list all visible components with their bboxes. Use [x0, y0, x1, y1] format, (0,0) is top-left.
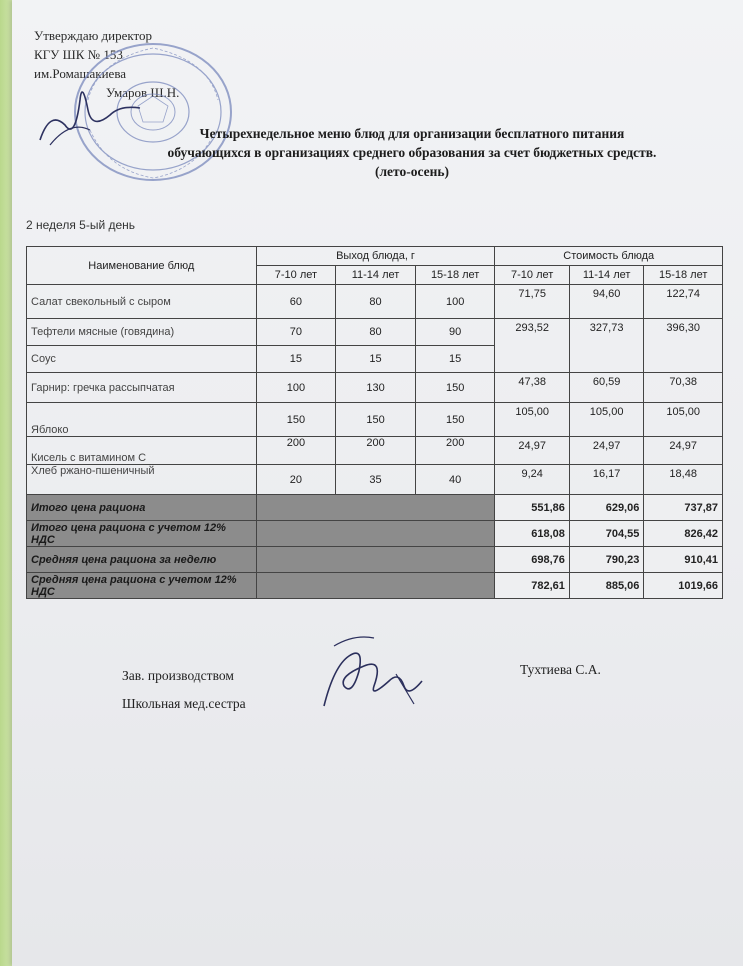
dish-name: Хлеб ржано-пшеничный	[27, 465, 257, 495]
header-age: 11-14 лет	[569, 266, 643, 285]
document-heading	[112, 124, 712, 181]
total-value: 618,08	[495, 521, 569, 547]
cost-cell: 327,73	[569, 319, 643, 373]
dish-name: Тефтели мясные (говядина)	[27, 319, 257, 346]
header-age: 7-10 лет	[256, 266, 336, 285]
output-cell: 150	[415, 373, 495, 403]
total-row	[27, 547, 723, 573]
output-cell: 15	[336, 346, 416, 373]
output-cell: 200	[415, 437, 495, 465]
menu-table	[26, 246, 723, 599]
header-dish: Наименование блюд	[27, 247, 257, 285]
cost-cell: 60,59	[569, 373, 643, 403]
total-label: Итого цена рациона	[27, 495, 257, 521]
total-spacer	[256, 521, 495, 547]
cost-cell: 24,97	[495, 437, 569, 465]
table-row	[27, 285, 723, 319]
cost-cell: 105,00	[495, 403, 569, 437]
total-value: 551,86	[495, 495, 569, 521]
output-cell: 150	[336, 403, 416, 437]
dish-name: Соус	[27, 346, 257, 373]
heading-line-3: (лето-осень)	[374, 164, 450, 179]
cost-cell: 396,30	[644, 319, 723, 373]
table-row	[27, 403, 723, 437]
total-row	[27, 573, 723, 599]
output-cell: 40	[415, 465, 495, 495]
nurse-label: Школьная мед.сестра	[122, 696, 246, 711]
output-cell: 35	[336, 465, 416, 495]
cost-cell: 24,97	[644, 437, 723, 465]
cost-cell: 70,38	[644, 373, 723, 403]
cost-cell: 16,17	[569, 465, 643, 495]
output-cell: 70	[256, 319, 336, 346]
total-value: 790,23	[569, 547, 643, 573]
cost-cell: 105,00	[644, 403, 723, 437]
total-value: 782,61	[495, 573, 569, 599]
dish-name: Салат свекольный с сыром	[27, 285, 257, 319]
total-value: 910,41	[644, 547, 723, 573]
total-value: 704,55	[569, 521, 643, 547]
header-age: 15-18 лет	[415, 266, 495, 285]
total-spacer	[256, 547, 495, 573]
week-day-label: 2 неделя 5-ый день	[26, 218, 136, 232]
approval-line-2: КГУ ШК № 153	[34, 47, 123, 62]
cost-cell: 18,48	[644, 465, 723, 495]
total-label: Средняя цена рациона с учетом 12% НДС	[27, 573, 257, 599]
dish-name: Гарнир: гречка рассыпчатая	[27, 373, 257, 403]
total-value: 698,76	[495, 547, 569, 573]
total-row	[27, 495, 723, 521]
dish-name: Яблоко	[27, 403, 257, 437]
output-cell: 20	[256, 465, 336, 495]
total-label: Итого цена рациона с учетом 12% НДС	[27, 521, 257, 547]
heading-line-2: обучающихся в организациях среднего образования за счет бюджетных средств.	[167, 145, 657, 160]
output-cell: 80	[336, 319, 416, 346]
total-value: 885,06	[569, 573, 643, 599]
cost-cell: 105,00	[569, 403, 643, 437]
output-cell: 200	[336, 437, 416, 465]
approval-line-1: Утверждаю директор	[34, 28, 153, 43]
output-cell: 100	[415, 285, 495, 319]
header-age: 7-10 лет	[495, 266, 569, 285]
cost-cell: 9,24	[495, 465, 569, 495]
header-output: Выход блюда, г	[256, 247, 495, 266]
output-cell: 150	[256, 403, 336, 437]
cost-cell: 47,38	[495, 373, 569, 403]
header-cost: Стоимость блюда	[495, 247, 723, 266]
output-cell: 130	[336, 373, 416, 403]
total-value: 737,87	[644, 495, 723, 521]
cost-cell: 293,52	[495, 319, 569, 373]
approval-line-3: им.Ромашакиева	[34, 66, 127, 81]
output-cell: 100	[256, 373, 336, 403]
total-value: 629,06	[569, 495, 643, 521]
output-cell: 15	[415, 346, 495, 373]
cost-cell: 71,75	[495, 285, 569, 319]
table-row	[27, 465, 723, 495]
approval-name: Умаров Ш.Н.	[106, 85, 180, 100]
output-cell: 60	[256, 285, 336, 319]
table-row	[27, 437, 723, 465]
total-value: 826,42	[644, 521, 723, 547]
dish-name: Кисель с витамином С	[27, 437, 257, 465]
document-sheet	[12, 0, 743, 966]
heading-line-1: Четырехнедельное меню блюд для организации бесплатного питания	[199, 126, 625, 141]
output-cell: 150	[415, 403, 495, 437]
total-spacer	[256, 495, 495, 521]
production-name: Тухтиева С.А.	[520, 662, 601, 677]
header-age: 15-18 лет	[644, 266, 723, 285]
cost-cell: 122,74	[644, 285, 723, 319]
output-cell: 90	[415, 319, 495, 346]
output-cell: 80	[336, 285, 416, 319]
footer-signatories	[122, 662, 246, 718]
cost-cell: 24,97	[569, 437, 643, 465]
header-age: 11-14 лет	[336, 266, 416, 285]
total-row	[27, 521, 723, 547]
production-label: Зав. производством	[122, 668, 234, 683]
output-cell: 200	[256, 437, 336, 465]
total-value: 1019,66	[644, 573, 723, 599]
table-row	[27, 373, 723, 403]
signature-icon	[304, 626, 444, 716]
cost-cell: 94,60	[569, 285, 643, 319]
total-label: Средняя цена рациона за неделю	[27, 547, 257, 573]
table-row	[27, 319, 723, 346]
total-spacer	[256, 573, 495, 599]
output-cell: 15	[256, 346, 336, 373]
